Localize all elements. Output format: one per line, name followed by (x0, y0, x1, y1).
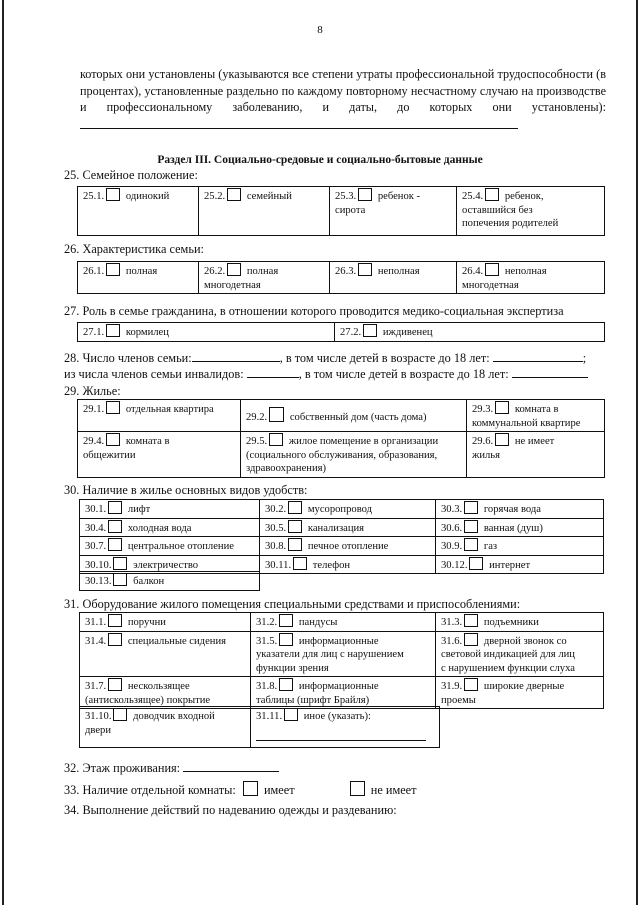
disabled-children-field[interactable] (512, 365, 588, 378)
other-equipment-field[interactable] (256, 728, 426, 741)
q25-option-4[interactable]: 25.4. ребенок, оставшийся без попечения родителей (457, 187, 605, 236)
q31-option-8[interactable]: 31.8. информационные таблицы (шрифт Брайля) (251, 677, 436, 709)
checkbox[interactable] (358, 188, 372, 201)
checkbox[interactable] (464, 633, 478, 646)
q30-option-11[interactable]: 30.11. телефон (260, 555, 436, 574)
q30-option-1[interactable]: 30.1. лифт (80, 500, 260, 519)
q31-option-7[interactable]: 31.7. нескользящее (антискользящее) покрытие (80, 677, 251, 709)
q25-option-2[interactable]: 25.2. семейный (199, 187, 330, 236)
q31-option-2[interactable]: 31.2. пандусы (251, 613, 436, 632)
q27-option-1[interactable]: 27.1. кормилец (78, 323, 335, 342)
checkbox[interactable] (279, 633, 293, 646)
checkbox[interactable] (113, 557, 127, 570)
checkbox[interactable] (108, 614, 122, 627)
q30-option-2[interactable]: 30.2. мусоропровод (260, 500, 436, 519)
checkbox[interactable] (288, 538, 302, 551)
intro-paragraph (80, 66, 606, 133)
checkbox[interactable] (269, 433, 283, 446)
q30-option-13[interactable]: 30.13. балкон (80, 572, 260, 591)
q28-line-2: из числа членов семьи инвалидов: , в том числе детей в возрасте до 18 лет: (64, 365, 588, 382)
children-count-field[interactable] (493, 349, 583, 362)
q26-option-1[interactable]: 26.1. полная (78, 262, 199, 294)
q31-option-5[interactable]: 31.5. информационные указатели для лиц с нарушением функции зрения (251, 631, 436, 677)
q30-option-5[interactable]: 30.5. канализация (260, 518, 436, 537)
no-room-checkbox[interactable] (350, 781, 365, 796)
page-number: 8 (317, 24, 323, 36)
checkbox[interactable] (464, 538, 478, 551)
q26-option-3[interactable]: 26.3. неполная (330, 262, 457, 294)
q30-table (79, 499, 604, 574)
q30-option-10[interactable]: 30.10. электричество (80, 555, 260, 574)
q30-option-6[interactable]: 30.6. ванная (душ) (436, 518, 604, 537)
q30-option-7[interactable]: 30.7. центральное отопление (80, 537, 260, 556)
checkbox[interactable] (279, 678, 293, 691)
q29-option-1[interactable]: 29.1. отдельная квартира (78, 400, 241, 432)
q28-line-1: 28. Число членов семьи: , в том числе детей в возрасте до 18 лет: ; (64, 351, 587, 365)
q31-option-4[interactable]: 31.4. специальные сидения (80, 631, 251, 677)
q29-option-5[interactable]: 29.5. жилое помещение в организации (социального обслуживания, образования, здравоохранения) (241, 432, 467, 478)
checkbox[interactable] (106, 433, 120, 446)
checkbox[interactable] (113, 573, 127, 586)
q30-option-3[interactable]: 30.3. горячая вода (436, 500, 604, 519)
checkbox[interactable] (279, 614, 293, 627)
checkbox[interactable] (106, 324, 120, 337)
q29-option-2[interactable]: 29.2. собственный дом (часть дома) (241, 400, 467, 432)
intro-text: которых они установлены (указываются все степени утраты профессиональной трудоспособности (в процентах), установленные раздельно по каждому повторному несчастному случаю на производстве и профессиональному заболеванию, и даты, до которых они установлены): (80, 67, 606, 114)
checkbox[interactable] (495, 433, 509, 446)
section-title: Раздел III. Социально-средовые и социально-бытовые данные (157, 154, 483, 166)
checkbox[interactable] (227, 188, 241, 201)
checkbox[interactable] (284, 708, 298, 721)
q30-title: 30. Наличие в жилье основных видов удобств: (64, 483, 308, 497)
q30-table-last-row (79, 571, 260, 591)
checkbox[interactable] (464, 614, 478, 627)
checkbox[interactable] (113, 708, 127, 721)
q26-table (77, 261, 605, 294)
has-room-checkbox[interactable] (243, 781, 258, 796)
family-members-field[interactable] (192, 349, 280, 362)
q32-line: 32. Этаж проживания: (64, 759, 279, 776)
q29-table (77, 399, 605, 478)
q31-option-1[interactable]: 31.1. поручни (80, 613, 251, 632)
checkbox[interactable] (108, 633, 122, 646)
q31-option-11[interactable]: 31.11. иное (указать): (251, 707, 440, 748)
checkbox[interactable] (363, 324, 377, 337)
checkbox[interactable] (485, 263, 499, 276)
q27-title: 27. Роль в семье гражданина, в отношении которого проводится медико-социальная экспертиза (64, 304, 564, 318)
q25-option-1[interactable]: 25.1. одинокий (78, 187, 199, 236)
q31-option-3[interactable]: 31.3. подъемники (436, 613, 604, 632)
checkbox[interactable] (288, 501, 302, 514)
checkbox[interactable] (469, 557, 483, 570)
checkbox[interactable] (269, 407, 284, 422)
checkbox[interactable] (495, 401, 509, 414)
intro-fill-line[interactable] (80, 116, 518, 129)
q29-option-4[interactable]: 29.4. комната в общежитии (78, 432, 241, 478)
q31-option-6[interactable]: 31.6. дверной звонок со световой индикацией для лиц с нарушением функции слуха (436, 631, 604, 677)
q29-title: 29. Жилье: (64, 384, 121, 398)
q31-table (79, 612, 604, 709)
page-border-right (636, 0, 638, 905)
floor-field[interactable] (183, 759, 279, 772)
q31-option-9[interactable]: 31.9. широкие дверные проемы (436, 677, 604, 709)
q34-title: 34. Выполнение действий по надеванию одежды и раздеванию: (64, 803, 397, 817)
page-border-left (2, 0, 4, 905)
q30-option-12[interactable]: 30.12. интернет (436, 555, 604, 574)
checkbox[interactable] (464, 678, 478, 691)
q30-option-8[interactable]: 30.8. печное отопление (260, 537, 436, 556)
q33-line: 33. Наличие отдельной комнаты: имеет не имеет (64, 783, 417, 797)
q27-table (77, 322, 605, 342)
checkbox[interactable] (464, 501, 478, 514)
q27-option-2[interactable]: 27.2. иждивенец (335, 323, 605, 342)
checkbox[interactable] (106, 263, 120, 276)
q26-option-2[interactable]: 26.2. полная многодетная (199, 262, 330, 294)
checkbox[interactable] (108, 538, 122, 551)
q29-option-6[interactable]: 29.6. не имеет жилья (467, 432, 605, 478)
checkbox[interactable] (464, 520, 478, 533)
q29-option-3[interactable]: 29.3. комната в коммунальной квартире (467, 400, 605, 432)
checkbox[interactable] (227, 263, 241, 276)
q31-title: 31. Оборудование жилого помещения специальными средствами и приспособлениями: (64, 597, 521, 611)
checkbox[interactable] (108, 501, 122, 514)
q26-option-4[interactable]: 26.4. неполная многодетная (457, 262, 605, 294)
checkbox[interactable] (288, 520, 302, 533)
checkbox[interactable] (106, 401, 120, 414)
q25-title: 25. Семейное положение: (64, 168, 198, 182)
checkbox[interactable] (358, 263, 372, 276)
q25-table (77, 186, 605, 236)
q25-option-3[interactable]: 25.3. ребенок - сирота (330, 187, 457, 236)
checkbox[interactable] (293, 557, 307, 570)
checkbox[interactable] (108, 678, 122, 691)
q30-option-9[interactable]: 30.9. газ (436, 537, 604, 556)
q31-table-last-row (79, 706, 440, 748)
checkbox[interactable] (485, 188, 499, 201)
q26-title: 26. Характеристика семьи: (64, 242, 204, 256)
checkbox[interactable] (108, 520, 122, 533)
checkbox[interactable] (106, 188, 120, 201)
disabled-members-field[interactable] (247, 365, 299, 378)
q31-option-10[interactable]: 31.10. доводчик входной двери (80, 707, 251, 748)
q30-option-4[interactable]: 30.4. холодная вода (80, 518, 260, 537)
